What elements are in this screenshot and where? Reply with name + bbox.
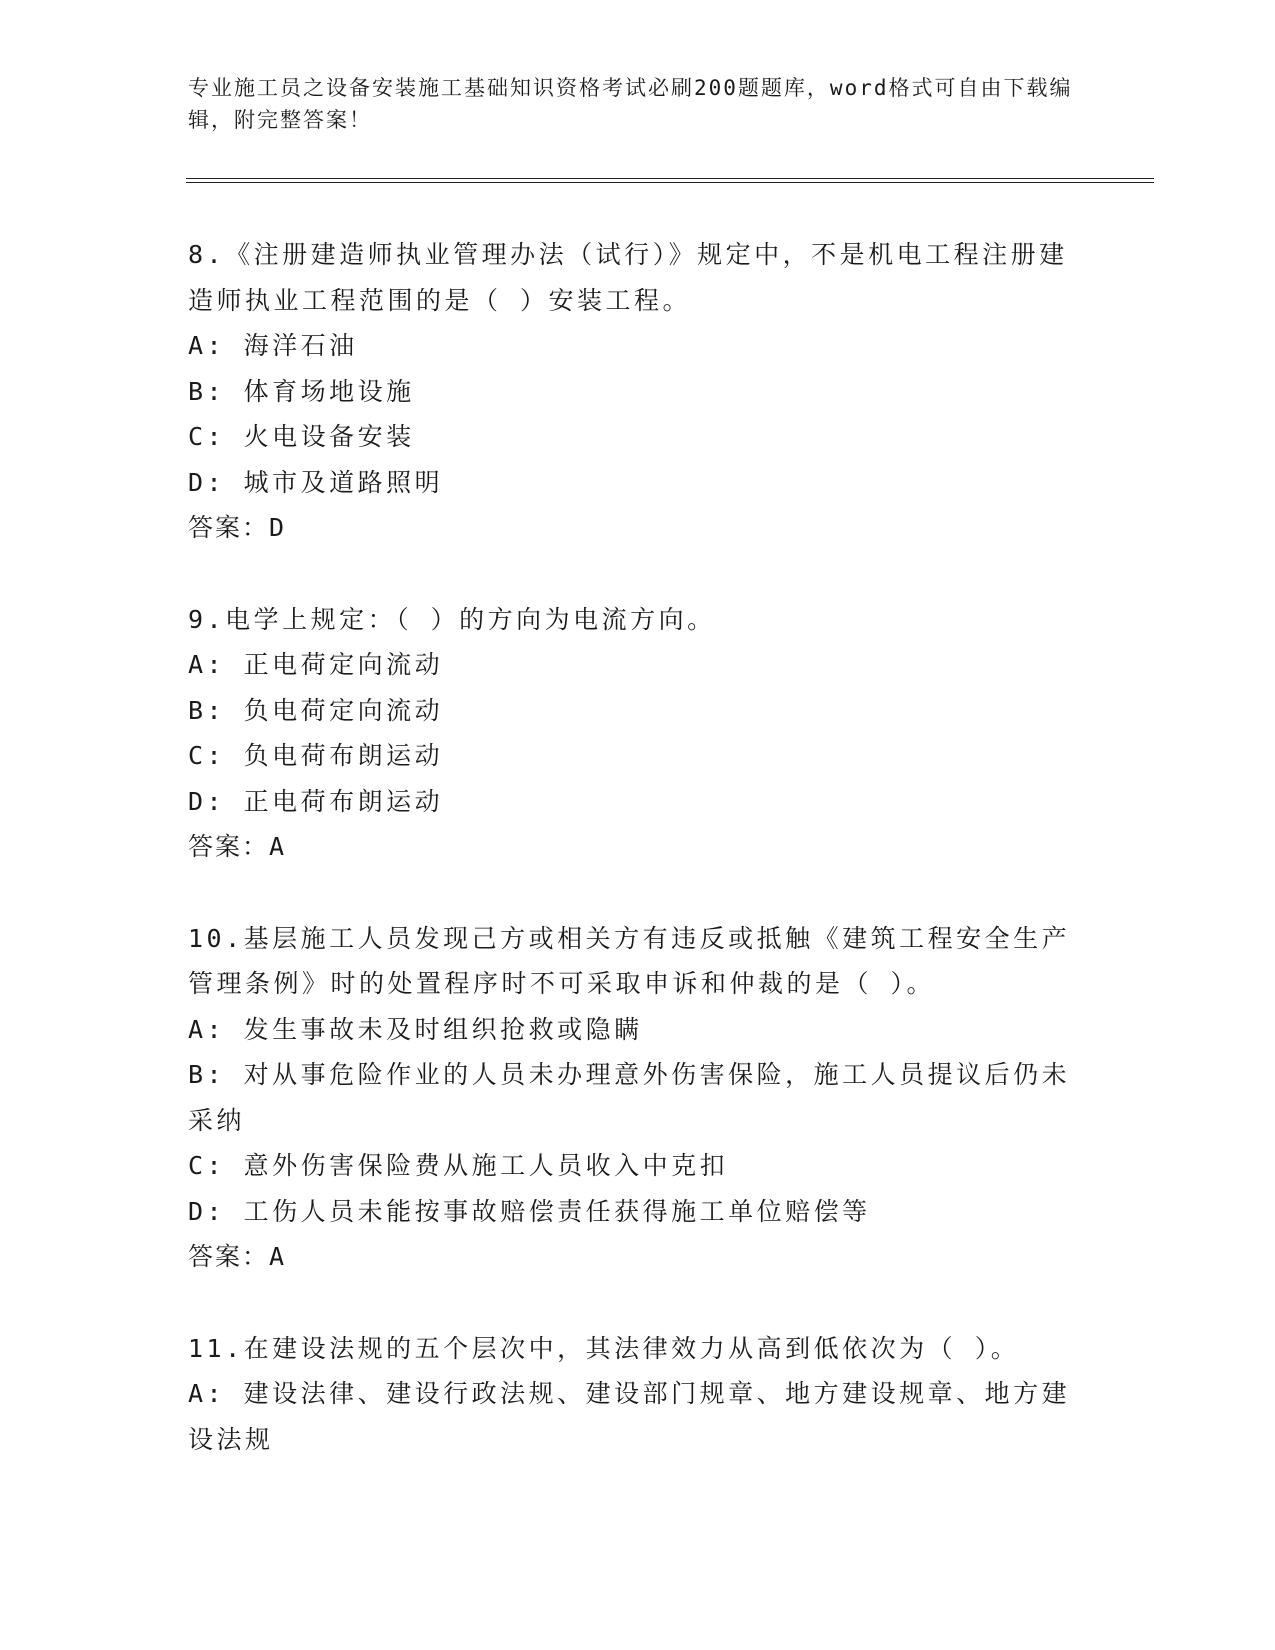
question-10 (188, 916, 1088, 1280)
option-b: B: 对从事危险作业的人员未办理意外伤害保险，施工人员提议后仍未采纳 (188, 1060, 1071, 1135)
question-stem: 11.在建设法规的五个层次中，其法律效力从高到低依次为（ ）。 (188, 1333, 1020, 1363)
question-8 (188, 232, 1088, 551)
answer-value: D (269, 513, 287, 542)
option-c: C: 负电荷布朗运动 (188, 741, 444, 770)
option-b: B: 负电荷定向流动 (188, 695, 444, 725)
option-a: A: 发生事故未及时组织抢救或隐瞒 (188, 1014, 643, 1044)
question-stem: 9.电学上规定：（ ）的方向为电流方向。 (188, 604, 716, 634)
answer-line (188, 824, 1088, 870)
option-c: C: 意外伤害保险费从施工人员收入中克扣 (188, 1151, 729, 1180)
question-stem: 8.《注册建造师执业管理办法（试行）》规定中，不是机电工程注册建造师执业工程范围的是（ ）安装工程。 (188, 240, 1068, 315)
answer-label: 答案： (188, 513, 270, 542)
option-a: A: 海洋石油 (188, 331, 358, 360)
question-list (188, 232, 1088, 1508)
question-9 (188, 597, 1088, 870)
answer-value: A (269, 1242, 287, 1271)
option-c: C: 火电设备安装 (188, 422, 415, 451)
answer-line (188, 505, 1088, 551)
header-divider (186, 178, 1154, 183)
answer-line (188, 1234, 1088, 1280)
option-b: B: 体育场地设施 (188, 376, 415, 406)
answer-value: A (269, 832, 287, 861)
option-d: D: 城市及道路照明 (188, 467, 444, 497)
option-d: D: 正电荷布朗运动 (188, 786, 444, 816)
answer-label: 答案： (188, 832, 270, 861)
option-a: A: 正电荷定向流动 (188, 650, 444, 679)
answer-label: 答案： (188, 1242, 270, 1271)
option-a: A: 建设法律、建设行政法规、建设部门规章、地方建设规章、地方建设法规 (188, 1379, 1071, 1454)
document-header: 专业施工员之设备安装施工基础知识资格考试必刷200题题库，word格式可自由下载编辑，附完整答案！ (188, 76, 1073, 132)
question-11 (188, 1326, 1088, 1463)
option-d: D: 工伤人员未能按事故赔偿责任获得施工单位赔偿等 (188, 1196, 871, 1226)
question-stem: 10.基层施工人员发现己方或相关方有违反或抵触《建筑工程安全生产管理条例》时的处置程序时不可采取申诉和仲裁的是（ ）。 (188, 923, 1071, 998)
